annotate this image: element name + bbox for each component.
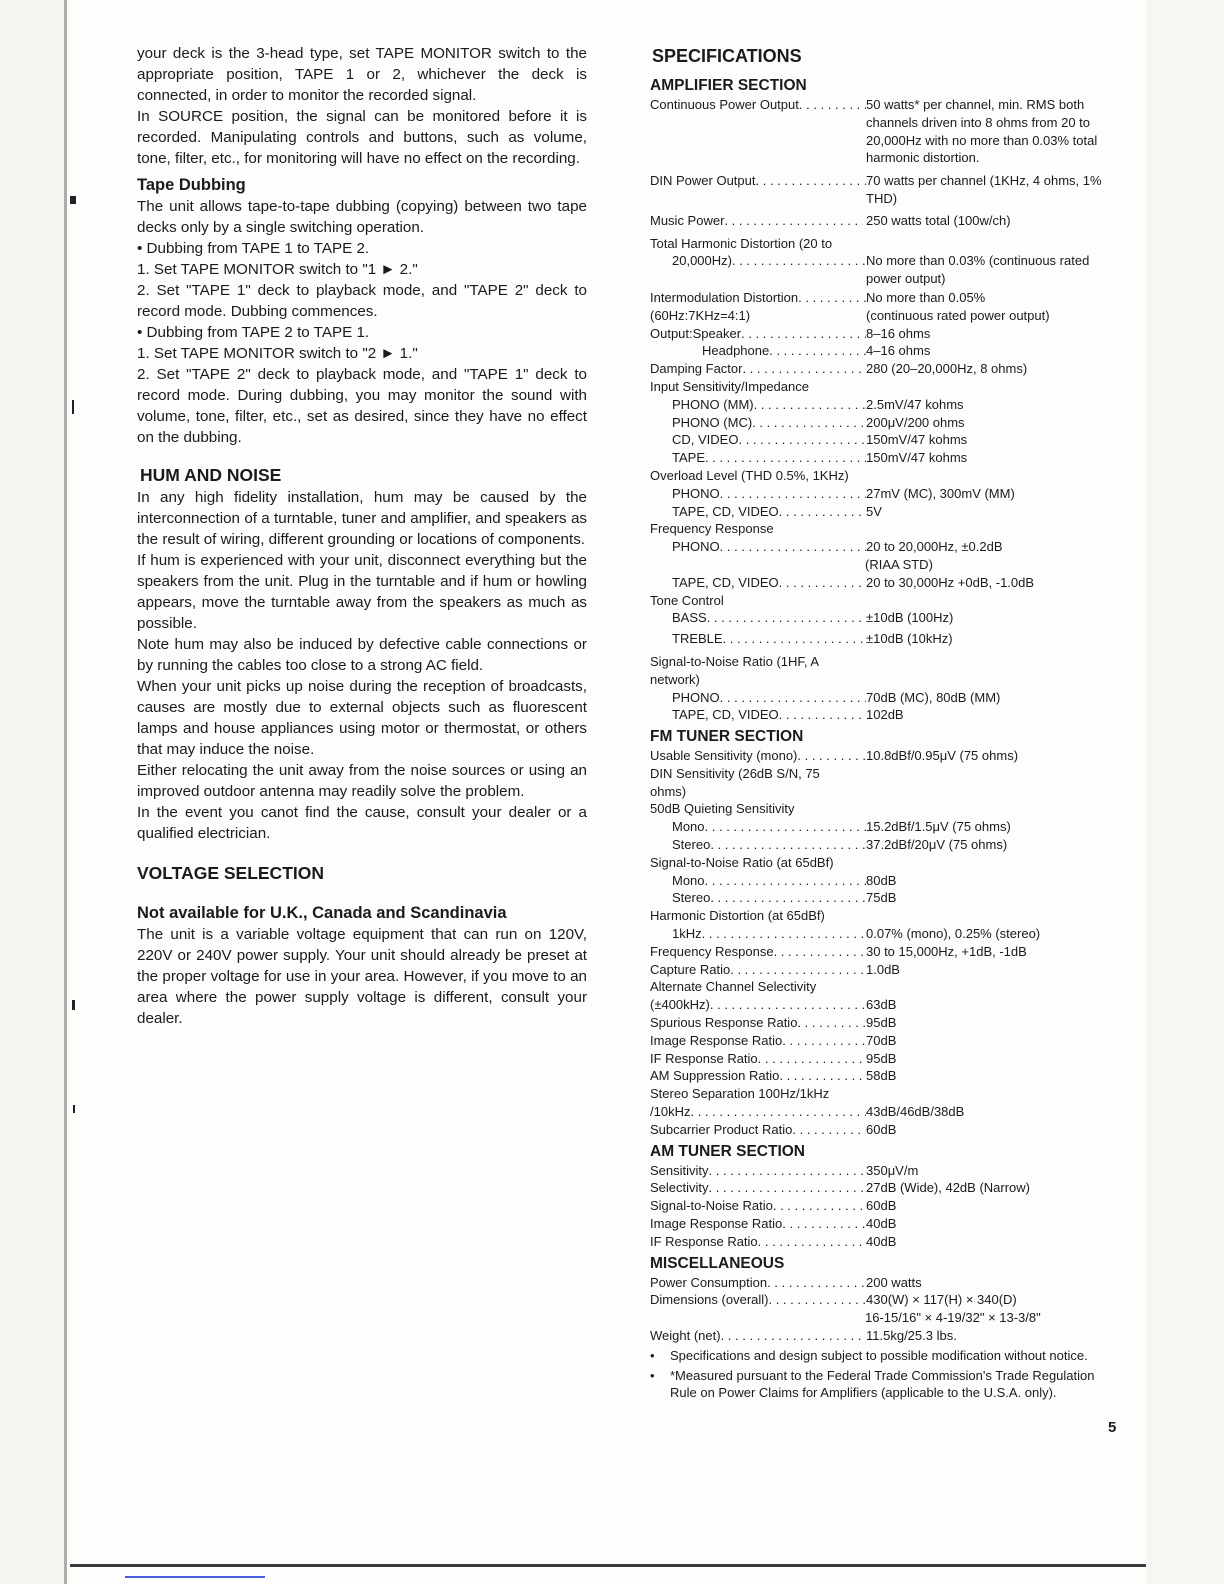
spec-label: Stereo [672, 837, 711, 853]
spec-label: IF Response Ratio [650, 1050, 758, 1066]
spec-row [650, 630, 1112, 648]
spec-row [650, 1233, 1112, 1251]
spec-value: 4–16 ohms [866, 343, 931, 359]
spec-row [650, 1162, 1112, 1180]
page-right-edge [1146, 0, 1224, 1584]
spec-value: 1.0dB [866, 961, 900, 977]
left-column [137, 43, 587, 1029]
body-paragraph: Note hum may also be induced by defective cable connections or by running the cables too close to a strong AC field. [137, 636, 587, 674]
spec-heading: Frequency Response [650, 521, 774, 537]
spec-label: IF Response Ratio [650, 1233, 758, 1249]
spec-row [650, 1121, 1112, 1139]
spec-heading: Input Sensitivity/Impedance [650, 378, 809, 394]
spec-label: (60Hz:7KHz=4:1) [650, 307, 751, 323]
spec-heading: Total Harmonic Distortion (20 to [650, 235, 833, 251]
spec-label: Mono [672, 819, 705, 835]
spec-label: Frequency Response [650, 943, 774, 959]
spec-value: No more than 0.03% (continuous rated power output) [866, 253, 1090, 287]
list-item: 2. Set "TAPE 2" deck to playback mode, and "TAPE 1" deck to record mode. During dubbing, you may monitor the sound with volume, tone, filter, etc., set as desired, since they have no effect on the dubbing. [137, 366, 587, 446]
spec-value: 200 watts [866, 1274, 922, 1290]
spec-label: TAPE, CD, VIDEO [672, 503, 779, 519]
body-paragraph: The unit is a variable voltage equipment that can run on 120V, 220V or 240V power supply. Your unit should already be preset at the proper voltage for use in your area. However, if you move to an area where the power supply voltage is different, consult your dealer. [137, 926, 587, 1027]
spec-row [650, 414, 1112, 432]
spec-row [650, 1067, 1112, 1085]
spec-value: 250 watts total (100w/ch) [866, 212, 1011, 228]
spec-value-continued: 16-15/16" × 4-19/32" × 13-3/8" [865, 1310, 1041, 1326]
spec-value: ±10dB (10kHz) [866, 631, 953, 647]
spec-value: 0.07% (mono), 0.25% (stereo) [866, 926, 1041, 942]
spec-row [650, 325, 1112, 343]
spec-value: 70dB (MC), 80dB (MM) [866, 689, 1001, 705]
spec-value: 30 to 15,000Hz, +1dB, -1dB [866, 943, 1027, 959]
spec-row [650, 1327, 1112, 1345]
spec-value: 27dB (Wide), 42dB (Narrow) [866, 1180, 1030, 1196]
footnote [650, 1347, 1112, 1365]
scan-artifact-line [125, 1576, 265, 1578]
spec-value: 58dB [866, 1068, 897, 1084]
spec-heading: Tone Control [650, 592, 724, 608]
body-paragraph: your deck is the 3-head type, set TAPE MONITOR switch to the appropriate position, TAPE 1 or 2, whichever the deck is connected, in order to monitor the recorded signal. [137, 45, 587, 104]
spec-label: Weight (net) [650, 1328, 721, 1343]
voltage-subtitle: Not available for U.K., Canada and Scandinavia [137, 904, 507, 922]
spec-label: Spurious Response Ratio [650, 1015, 798, 1031]
footnote-text: Specifications and design subject to possible modification without notice. [670, 1347, 1088, 1363]
spec-label: 1kHz [672, 926, 702, 942]
spec-label: Headphone [702, 343, 770, 359]
body-paragraph: In any high fidelity installation, hum may be caused by the interconnection of a turntable, tuner and amplifier, and speakers as the result of wiring, different grounding or locations of components. [137, 489, 587, 548]
spec-heading: Harmonic Distortion (at 65dBf) [650, 908, 825, 924]
spec-value: 15.2dBf/1.5μV (75 ohms) [866, 819, 1011, 835]
spec-row [650, 925, 1112, 943]
spec-value: ±10dB (100Hz) [866, 610, 954, 626]
spec-value: 60dB [866, 1198, 897, 1214]
specifications-column [650, 43, 1112, 1402]
spec-value-continued: (RIAA STD) [865, 556, 933, 572]
spec-row [650, 538, 1112, 556]
spec-row [650, 1274, 1112, 1292]
spec-row [650, 996, 1112, 1014]
spec-value: 50 watts* per channel, min. RMS both channels driven into 8 ohms from 20 to 20,000Hz with no more than 0.03% total harmonic distortion. [866, 97, 1098, 166]
spec-value: 280 (20–20,000Hz, 8 ohms) [866, 361, 1028, 377]
spec-value: 350μV/m [866, 1162, 919, 1178]
list-item: • Dubbing from TAPE 1 to TAPE 2. [137, 240, 370, 257]
spec-heading: Overload Level (THD 0.5%, 1KHz) [650, 467, 849, 483]
amplifier-section-title: AMPLIFIER SECTION [650, 77, 807, 94]
spec-row [650, 172, 1112, 208]
spec-value: 150mV/47 kohms [866, 450, 968, 466]
binding-mark [70, 196, 76, 204]
spec-label: Power Consumption [650, 1274, 768, 1290]
spec-row [650, 1197, 1112, 1215]
spec-label: Sensitivity [650, 1162, 709, 1178]
spec-label: AM Suppression Ratio [650, 1068, 780, 1084]
spec-row [650, 485, 1112, 503]
spec-label: Music Power [650, 212, 725, 228]
spec-row [650, 252, 1112, 288]
section-title-tape-dubbing: Tape Dubbing [137, 176, 246, 194]
page-gutter [0, 0, 66, 1584]
spec-row [650, 431, 1112, 449]
spec-row [650, 360, 1112, 378]
spec-row [650, 872, 1112, 890]
spec-row [650, 889, 1112, 907]
spec-row [650, 706, 1112, 724]
spec-value: 430(W) × 117(H) × 340(D) [866, 1292, 1017, 1308]
spec-label: Mono [672, 872, 705, 888]
bullet: • [650, 1367, 655, 1383]
spec-value: 43dB/46dB/38dB [866, 1104, 965, 1120]
spec-value: 5V [866, 503, 882, 519]
spec-label: CD, VIDEO [672, 432, 739, 448]
spec-value: 70 watts per channel (1KHz, 4 ohms, 1% THD) [866, 173, 1102, 206]
spec-value: 11.5kg/25.3 lbs. [866, 1328, 957, 1343]
spec-value: 95dB [866, 1015, 897, 1031]
spec-row [650, 961, 1112, 979]
spec-label: /10kHz [650, 1104, 691, 1120]
spec-value: (continuous rated power output) [866, 307, 1050, 323]
spec-value: 37.2dBf/20μV (75 ohms) [866, 837, 1008, 853]
spec-row [650, 1103, 1112, 1121]
spec-label: TAPE [672, 450, 705, 466]
spec-value: 40dB [866, 1216, 897, 1232]
body-paragraph: When your unit picks up noise during the reception of broadcasts, causes are mostly due to external objects such as fluorescent lamps and house appliances using motor or thermostat, or others that may induce the noise. [137, 678, 587, 758]
fm-tuner-section-title: FM TUNER SECTION [650, 728, 804, 746]
list-item: 1. Set TAPE MONITOR switch to "2 ► 1." [137, 345, 418, 362]
binding-mark [72, 1000, 75, 1010]
spec-heading: Signal-to-Noise Ratio (1HF, A [650, 653, 820, 669]
spec-heading: Stereo Separation 100Hz/1kHz [650, 1086, 830, 1102]
spec-label: Image Response Ratio [650, 1032, 783, 1048]
spec-value: 63dB [866, 997, 897, 1013]
spec-row [650, 96, 1112, 167]
spec-heading: ohms) [650, 783, 687, 799]
spec-value: 95dB [866, 1050, 897, 1066]
spec-label: PHONO [672, 539, 720, 555]
spec-label: DIN Power Output [650, 173, 756, 189]
spec-label: Selectivity [650, 1180, 709, 1196]
list-item: 2. Set "TAPE 1" deck to playback mode, and "TAPE 2" deck to record mode. Dubbing commences. [137, 282, 587, 320]
page-number: 5 [1108, 1419, 1117, 1436]
spec-value: 60dB [866, 1121, 897, 1137]
spec-label: Image Response Ratio [650, 1216, 783, 1232]
binding-edge [64, 0, 67, 1584]
footnote [650, 1367, 1112, 1403]
spec-heading: Signal-to-Noise Ratio (at 65dBf) [650, 854, 834, 870]
spec-row [650, 818, 1112, 836]
list-item: • Dubbing from TAPE 2 to TAPE 1. [137, 324, 370, 341]
spec-label: TAPE, CD, VIDEO [672, 707, 779, 723]
bullet: • [650, 1347, 655, 1363]
spec-row [650, 307, 1112, 325]
spec-row [650, 1291, 1112, 1309]
spec-label: 20,000Hz) [672, 253, 732, 269]
spec-heading: network) [650, 671, 700, 687]
spec-row [650, 396, 1112, 414]
spec-label: TAPE, CD, VIDEO [672, 574, 779, 590]
spec-row [650, 1179, 1112, 1197]
spec-row [650, 574, 1112, 592]
spec-value: 20 to 20,000Hz, ±0.2dB [866, 539, 1003, 555]
binding-mark [73, 1105, 75, 1113]
spec-row [650, 747, 1112, 765]
spec-row [650, 1050, 1112, 1068]
spec-row [650, 943, 1112, 961]
spec-label: PHONO (MM) [672, 396, 754, 412]
spec-value: No more than 0.05% [866, 289, 986, 305]
spec-value: 10.8dBf/0.95μV (75 ohms) [866, 748, 1019, 764]
spec-label: Continuous Power Output [650, 97, 799, 112]
spec-row [650, 609, 1112, 627]
spec-label: Stereo [672, 890, 711, 906]
section-title-hum-noise: HUM AND NOISE [140, 465, 282, 485]
spec-label: (±400kHz) [650, 997, 710, 1013]
spec-value: 102dB [866, 707, 904, 723]
am-tuner-section-title: AM TUNER SECTION [650, 1142, 805, 1160]
spec-value: 40dB [866, 1233, 897, 1249]
body-paragraph: In SOURCE position, the signal can be monitored before it is recorded. Manipulating controls and buttons, such as volume, tone, filter, etc., for monitoring will have no effect on the recording. [137, 108, 587, 167]
spec-label: Usable Sensitivity (mono) [650, 748, 798, 764]
spec-value: 27mV (MC), 300mV (MM) [866, 485, 1015, 501]
specifications-title: SPECIFICATIONS [652, 46, 802, 66]
footnote-text: *Measured pursuant to the Federal Trade Commission's Trade Regulation Rule on Power Claims for Amplifiers (applicable to the U.S.A. only). [670, 1367, 1095, 1401]
spec-row [650, 503, 1112, 521]
body-paragraph: In the event you canot find the cause, consult your dealer or a qualified electrician. [137, 804, 587, 842]
spec-heading: DIN Sensitivity (26dB S/N, 75 [650, 765, 820, 781]
spec-label: TREBLE [672, 631, 723, 647]
spec-row [650, 289, 1112, 307]
spec-label: Signal-to-Noise Ratio [650, 1198, 773, 1214]
spec-label: Dimensions (overall) [650, 1292, 769, 1308]
spec-value: 150mV/47 kohms [866, 432, 968, 448]
spec-row [650, 1032, 1112, 1050]
spec-value: 8–16 ohms [866, 325, 931, 341]
list-item: 1. Set TAPE MONITOR switch to "1 ► 2." [137, 261, 418, 278]
spec-label: Intermodulation Distortion [650, 289, 799, 305]
spec-label: Output:Speaker [650, 325, 742, 341]
spec-value: 80dB [866, 872, 897, 888]
spec-row [650, 212, 1112, 230]
spec-heading: 50dB Quieting Sensitivity [650, 801, 795, 817]
spec-value: 200μV/200 ohms [866, 414, 965, 430]
spec-row [650, 1014, 1112, 1032]
spec-value: 20 to 30,000Hz +0dB, -1.0dB [866, 574, 1035, 590]
miscellaneous-section-title: MISCELLANEOUS [650, 1254, 785, 1272]
spec-row [650, 689, 1112, 707]
spec-label: PHONO [672, 485, 720, 501]
spec-label: Subcarrier Product Ratio [650, 1121, 793, 1137]
spec-value: 75dB [866, 890, 897, 906]
spec-label: PHONO (MC) [672, 414, 753, 430]
binding-mark [72, 400, 74, 414]
body-paragraph: If hum is experienced with your unit, disconnect everything but the speakers from the unit. Plug in the turntable and if hum or howling appears, move the turntable away from the speakers as much as possible. [137, 552, 587, 632]
section-title-voltage: VOLTAGE SELECTION [137, 863, 324, 883]
spec-value: 70dB [866, 1032, 897, 1048]
spec-row [650, 836, 1112, 854]
body-paragraph: The unit allows tape-to-tape dubbing (copying) between two tape decks only by a single switching operation. [137, 198, 587, 236]
spec-label: Capture Ratio [650, 961, 731, 977]
spec-row [650, 342, 1112, 360]
body-paragraph: Either relocating the unit away from the noise sources or using an improved outdoor antenna may readily solve the problem. [137, 762, 587, 800]
spec-row [650, 1215, 1112, 1233]
spec-heading: Alternate Channel Selectivity [650, 979, 817, 995]
bottom-rule [70, 1564, 1146, 1567]
spec-value: 2.5mV/47 kohms [866, 396, 964, 412]
spec-label: BASS [672, 610, 707, 626]
spec-row [650, 449, 1112, 467]
spec-label: Damping Factor [650, 361, 743, 377]
spec-label: PHONO [672, 689, 720, 705]
